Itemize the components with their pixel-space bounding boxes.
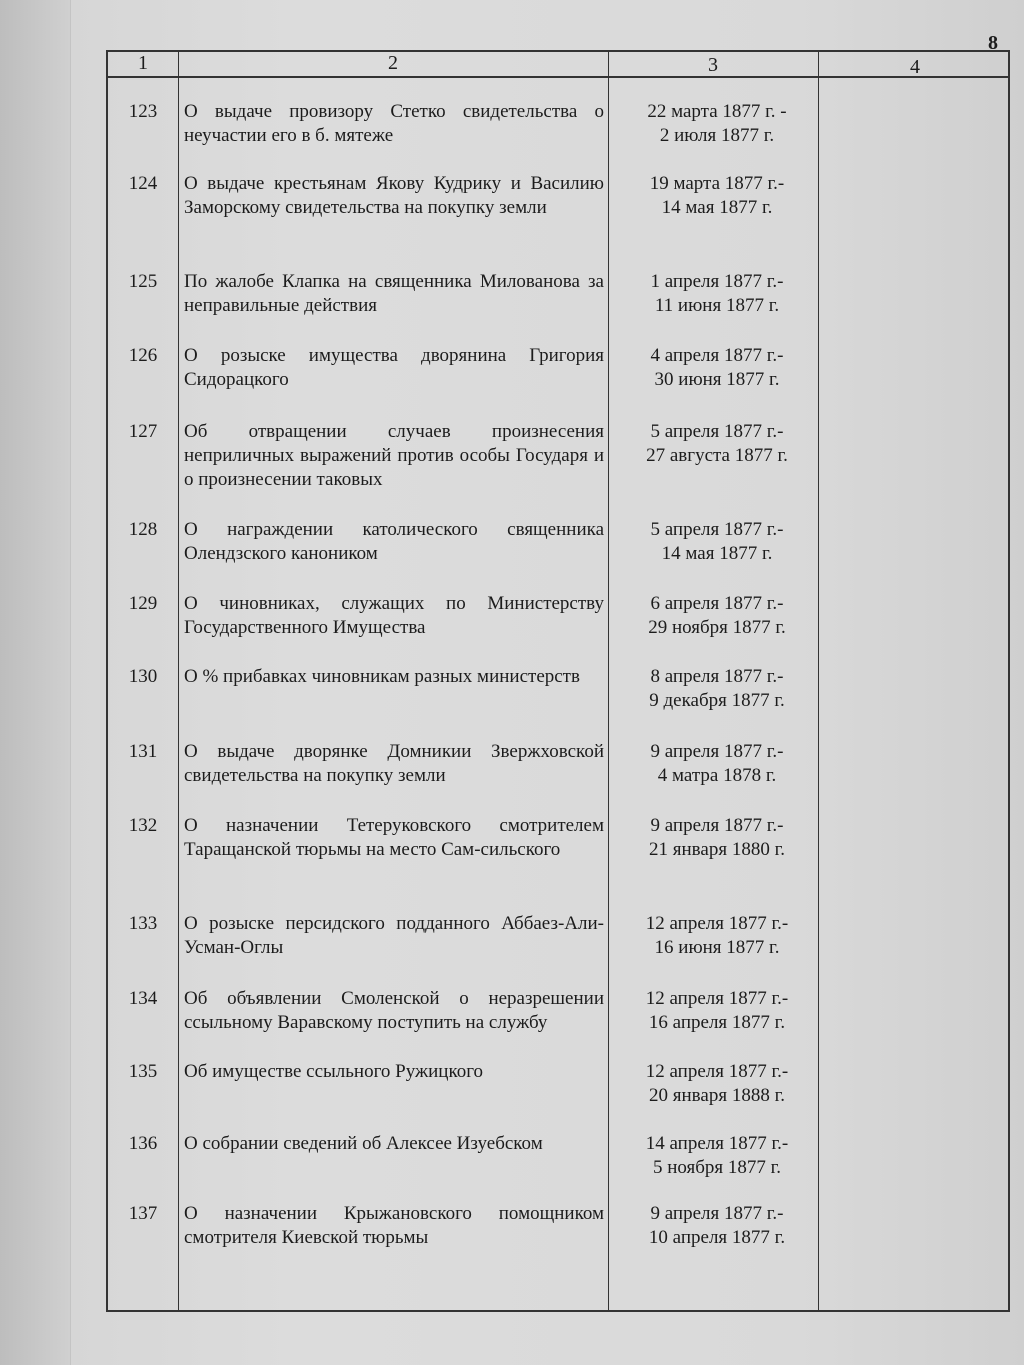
date-from: 5 апреля 1877 г.-: [650, 421, 784, 442]
row-description: О % прибавках чиновникам разных министерств: [184, 666, 580, 687]
row-description: О розыске персидского подданного Аббаез-Али-Усман-Оглы: [184, 913, 604, 958]
row-dates: [608, 1132, 826, 1180]
date-from: 1 апреля 1877 г.-: [650, 271, 784, 292]
row-dates: [608, 270, 826, 318]
row-number: 131: [128, 741, 158, 762]
date-to: 14 мая 1877 г.: [661, 543, 773, 564]
row-dates: [608, 665, 826, 713]
row-dates: [608, 344, 826, 392]
row-dates: [608, 518, 826, 566]
header-col-1: 1: [138, 52, 148, 74]
header-col-2: 2: [388, 52, 398, 74]
date-from: 8 апреля 1877 г.-: [650, 666, 784, 687]
row-description: О собрании сведений об Алексее Изуебском: [184, 1133, 543, 1154]
row-number: 135: [128, 1061, 158, 1082]
row-description: Об объявлении Смоленской о неразрешении ссыльному Варавскому поступить на службу: [184, 988, 604, 1033]
row-description: Об имуществе ссыльного Ружицкого: [184, 1061, 484, 1082]
row-number: 133: [128, 913, 158, 934]
row-number: 132: [128, 815, 158, 836]
row-number: 123: [128, 101, 158, 122]
row-dates: [608, 592, 826, 640]
date-to: 21 января 1880 г.: [649, 839, 785, 860]
row-dates: [608, 814, 826, 862]
date-from: 14 апреля 1877 г.-: [645, 1133, 789, 1154]
date-from: 9 апреля 1877 г.-: [650, 1203, 784, 1224]
date-to: 9 декабря 1877 г.: [649, 690, 785, 711]
date-to: 4 матра 1878 г.: [657, 765, 777, 786]
date-to: 30 июня 1877 г.: [654, 369, 780, 390]
row-dates: [608, 420, 826, 468]
row-number: 134: [128, 988, 158, 1009]
date-to: 2 июля 1877 г.: [659, 125, 775, 146]
date-from: 9 апреля 1877 г.-: [650, 741, 784, 762]
date-from: 12 апреля 1877 г.-: [645, 1061, 789, 1082]
date-to: 16 июня 1877 г.: [654, 937, 780, 958]
row-description: О выдаче крестьянам Якову Кудрику и Василию Заморскому свидетельства на покупку земли: [184, 173, 604, 218]
row-description: Об отвращении случаев произнесения неприличных выражений против особы Государя и о произнесении таковых: [184, 421, 604, 490]
row-description: О чиновниках, служащих по Министерству Государственного Имущества: [184, 593, 604, 638]
date-from: 12 апреля 1877 г.-: [645, 988, 789, 1009]
row-description: О розыске имущества дворянина Григория Сидорацкого: [184, 345, 604, 390]
date-from: 19 марта 1877 г.-: [649, 173, 785, 194]
archive-table: [106, 50, 1010, 1312]
page-number: 8: [988, 32, 998, 54]
row-number: 124: [128, 173, 158, 194]
row-number: 129: [128, 593, 158, 614]
row-number: 126: [128, 345, 158, 366]
row-dates: [608, 172, 826, 220]
header-col-3: 3: [708, 54, 718, 76]
row-dates: [608, 1060, 826, 1108]
row-number: 130: [128, 666, 158, 687]
row-dates: [608, 100, 826, 148]
row-number: 125: [128, 271, 158, 292]
date-from: 6 апреля 1877 г.-: [650, 593, 784, 614]
row-dates: [608, 1202, 826, 1250]
date-from: 5 апреля 1877 г.-: [650, 519, 784, 540]
date-to: 10 апреля 1877 г.: [648, 1227, 786, 1248]
date-from: 4 апреля 1877 г.-: [650, 345, 784, 366]
date-to: 5 ноября 1877 г.: [652, 1157, 782, 1178]
header-col-4: 4: [910, 56, 920, 78]
date-from: 22 марта 1877 г. -: [647, 101, 787, 122]
row-description: О назначении Крыжановского помощником смотрителя Киевской тюрьмы: [184, 1203, 604, 1248]
date-to: 16 апреля 1877 г.: [648, 1012, 786, 1033]
date-to: 11 июня 1877 г.: [654, 295, 780, 316]
date-from: 9 апреля 1877 г.-: [650, 815, 784, 836]
page-edge: [0, 0, 71, 1365]
date-from: 12 апреля 1877 г.-: [645, 913, 789, 934]
date-to: 20 января 1888 г.: [649, 1085, 785, 1106]
row-description: О назначении Тетеруковского смотрителем Таращанской тюрьмы на место Сам-сильского: [184, 815, 604, 860]
row-description: О награждении католического священника Олендзского каноником: [184, 519, 604, 564]
row-description: По жалобе Клапка на священника Милованова за неправильные действия: [184, 271, 604, 316]
row-number: 137: [128, 1203, 158, 1224]
row-description: О выдаче провизору Стетко свидетельства о неучастии его в б. мятеже: [184, 101, 604, 146]
row-dates: [608, 740, 826, 788]
date-to: 27 августа 1877 г.: [646, 445, 788, 466]
row-number: 128: [128, 519, 158, 540]
row-number: 136: [128, 1133, 158, 1154]
row-description: О выдаче дворянке Домникии Звержховской свидетельства на покупку земли: [184, 741, 604, 786]
row-dates: [608, 912, 826, 960]
row-dates: [608, 987, 826, 1035]
column-divider: [178, 52, 179, 1310]
date-to: 29 ноября 1877 г.: [648, 617, 786, 638]
date-to: 14 мая 1877 г.: [661, 197, 773, 218]
row-number: 127: [128, 421, 158, 442]
